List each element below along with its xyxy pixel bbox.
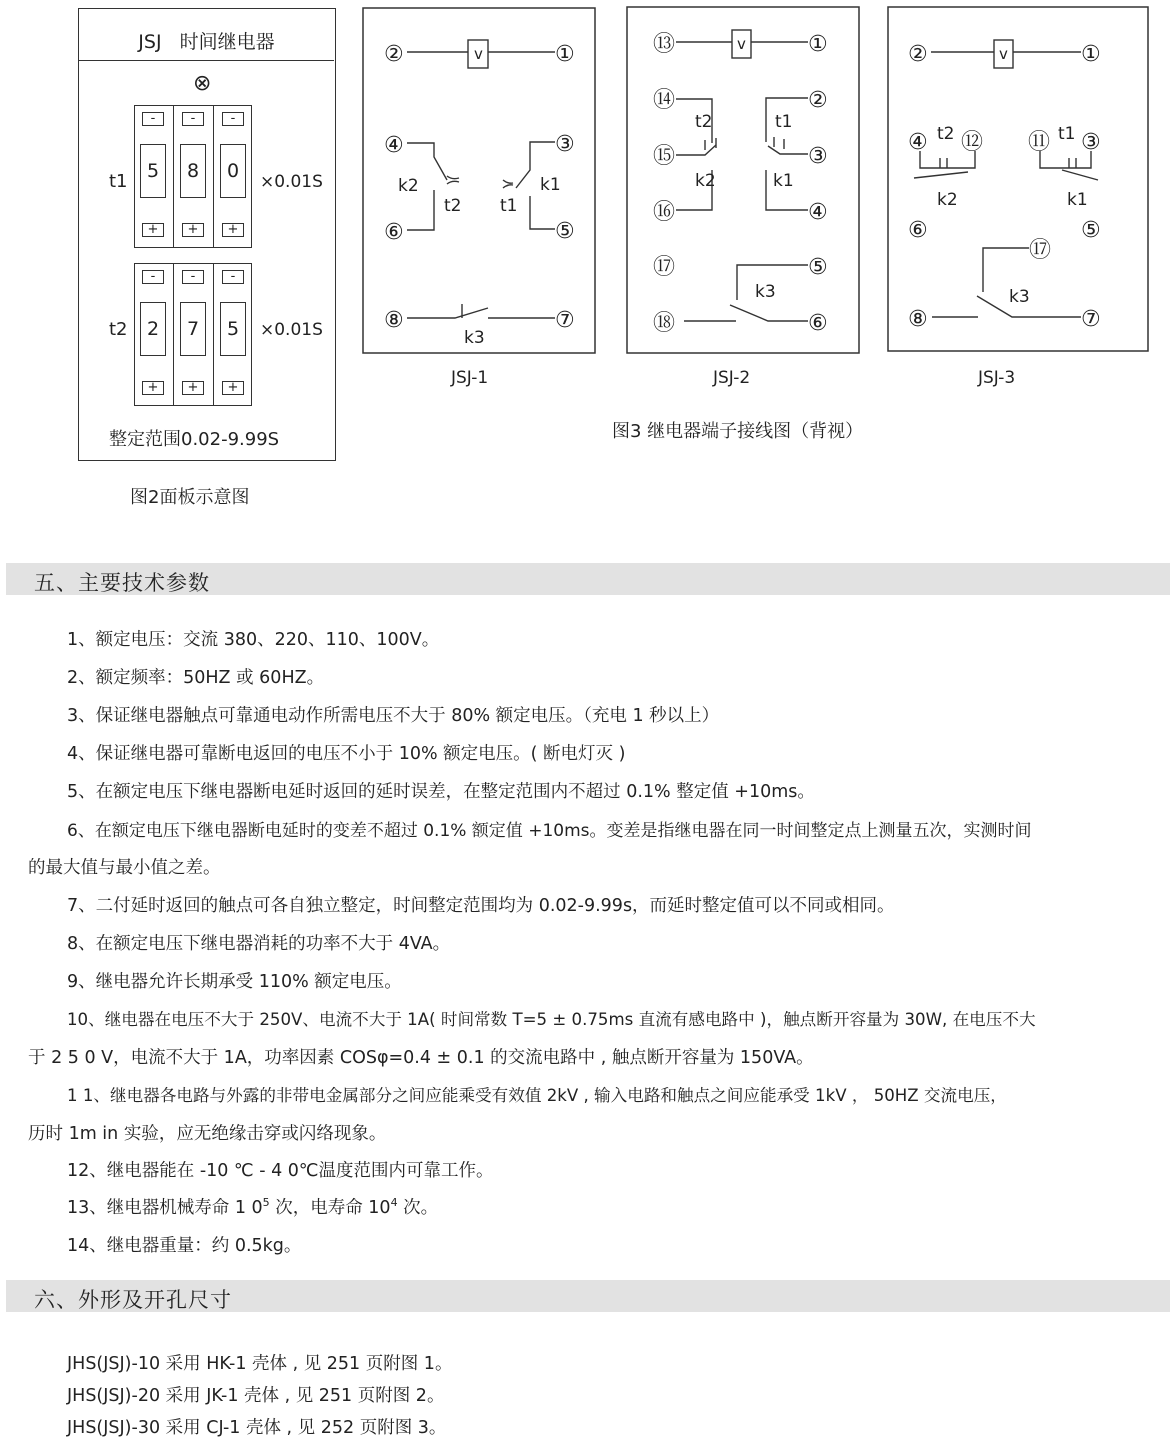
param-3: 3、保证继电器触点可靠通电动作所需电压不大于 80% 额定电压。（充电 1 秒以上） (67, 706, 720, 726)
wiring-diagrams (0, 0, 1173, 400)
t2-plus-button-2[interactable]: + (182, 381, 204, 395)
t1-unit: ×0.01S (260, 172, 323, 192)
jsj3-k2: k2 (937, 190, 958, 210)
jsj3-t7: ⑦ (1081, 307, 1101, 332)
jsj2-t2: ② (808, 88, 828, 113)
jsj3-caption: JSJ-3 (978, 368, 1016, 388)
jsj3-t4: ④ (908, 130, 928, 155)
jsj3-t1-label: t1 (1058, 124, 1076, 144)
t1-minus-button-2[interactable]: - (182, 112, 204, 126)
param-12: 12、继电器能在 -10 ℃ - 4 0℃温度范围内可靠工作。 (67, 1161, 494, 1181)
jsj2-t2-label: t2 (695, 112, 713, 132)
t2-plus-button-3[interactable]: + (222, 381, 244, 395)
jsj3-t2: ② (908, 42, 928, 67)
section6-title: 六、外形及开孔尺寸 (34, 1288, 232, 1312)
param-13: 13、继电器机械寿命 1 $0^5$ 次，电寿命 $10^4$ 次。 (67, 1196, 439, 1218)
t1-plus-button-2[interactable]: + (182, 223, 204, 237)
jsj3-t8: ⑧ (908, 307, 928, 332)
indicator-lamp-icon: ⊗ (193, 71, 212, 96)
jsj2-t14: ⑭ (653, 88, 676, 113)
jsj2-t17: ⑰ (653, 255, 676, 280)
param-9: 9、继电器允许长期承受 110% 额定电压。 (67, 972, 402, 992)
t1-digit-2: 8 (180, 144, 206, 198)
section5-header (6, 563, 1170, 595)
param-14: 14、继电器重量：约 0.5kg。 (67, 1236, 302, 1256)
jsj2-coil: v (737, 35, 746, 53)
panel-caption: 图2面板示意图 (130, 487, 250, 508)
jsj1-t6: ⑥ (384, 220, 404, 245)
t1-minus-button-3[interactable]: - (222, 112, 244, 126)
param-10-cont: 于 2 5 0 V，电流不大于 1A，功率因素 COSφ=0.4 ± 0.1 的交流电路中 , 触点断开容量为 150VA。 (28, 1048, 814, 1068)
t1-plus-button-3[interactable]: + (222, 223, 244, 237)
jsj2-k1: k1 (773, 171, 794, 191)
t2-unit: ×0.01S (260, 320, 323, 340)
jsj1-t4: ④ (384, 133, 404, 158)
jsj1-k3: k3 (464, 328, 485, 348)
jsj3-t12: ⑫ (961, 130, 984, 155)
t1-minus-button-1[interactable]: - (142, 112, 164, 126)
jsj3-k1: k1 (1067, 190, 1088, 210)
param-5: 5、在额定电压下继电器断电延时返回的延时误差，在整定范围内不超过 0.1% 整定值 +10ms。 (67, 782, 815, 802)
jsj3-t3: ③ (1081, 130, 1101, 155)
housing-1: JHS(JSJ)-10 采用 HK-1 壳体 , 见 251 页附图 1。 (67, 1354, 453, 1374)
t2-digit-1: 2 (140, 302, 166, 356)
t1-label: t1 (109, 171, 128, 192)
jsj3-k3: k3 (1009, 287, 1030, 307)
t2-minus-button-3[interactable]: - (222, 270, 244, 284)
wiring-caption: 图3 继电器端子接线图（背视） (612, 421, 864, 442)
jsj3-t11: ⑪ (1028, 130, 1051, 155)
jsj2-t1: ① (808, 32, 828, 57)
jsj3-coil: v (999, 45, 1008, 63)
jsj1-t1-label: t1 (500, 196, 518, 216)
section5-title: 五、主要技术参数 (34, 571, 210, 595)
jsj3-t5: ⑤ (1081, 218, 1101, 243)
t2-plus-button-1[interactable]: + (142, 381, 164, 395)
t1-digit-1: 5 (140, 144, 166, 198)
param-4: 4、保证继电器可靠断电返回的电压不小于 10% 额定电压。( 断电灯灭 ) (67, 744, 626, 764)
jsj2-t15: ⑮ (653, 144, 676, 169)
jsj2-t18: ⑱ (653, 311, 676, 336)
t1-plus-button-1[interactable]: + (142, 223, 164, 237)
t2-minus-button-1[interactable]: - (142, 270, 164, 284)
jsj3-diagram (914, 40, 1098, 317)
panel-title: JSJ 时间继电器 (138, 31, 275, 53)
jsj1-t5: ⑤ (555, 219, 575, 244)
param-10: 10、继电器在电压不大于 250V、电流不大于 1A( 时间常数 T=5 ± 0.75ms 直流有感电路中 )，触点断开容量为 30W, 在电压不大 (67, 1010, 1036, 1029)
jsj1-caption: JSJ-1 (451, 368, 489, 388)
jsj2-k2: k2 (695, 171, 716, 191)
jsj2-t5: ⑤ (808, 255, 828, 280)
jsj2-t6: ⑥ (808, 311, 828, 336)
jsj1-t2: ② (384, 42, 404, 67)
jsj2-t4: ④ (808, 200, 828, 225)
param-6: 6、在额定电压下继电器断电延时的变差不超过 0.1% 额定值 +10ms。变差是指继电器在同一时间整定点上测量五次，实测时间 (67, 821, 1032, 841)
param-2: 2、额定频率：50HZ 或 60HZ。 (67, 668, 325, 688)
param-6-cont: 的最大值与最小值之差。 (28, 858, 221, 878)
param-11-cont: 历时 1m in 实验，应无绝缘击穿或闪络现象。 (28, 1124, 387, 1144)
jsj3-t6: ⑥ (908, 218, 928, 243)
param-1: 1、额定电压：交流 380、220、110、100V。 (67, 630, 440, 650)
param-11: 1 1、继电器各电路与外露的非带电金属部分之间应能乘受有效值 2kV , 输入电路和触点之间应能承受 1kV ， 50HZ 交流电压， (67, 1086, 1007, 1105)
param-7: 7、二付延时返回的触点可各自独立整定，时间整定范围均为 0.02-9.99s，而延时整定值可以不同或相同。 (67, 896, 895, 916)
jsj1-t7: ⑦ (555, 308, 575, 333)
jsj2-t13: ⑬ (653, 32, 676, 57)
jsj3-t17: ⑰ (1029, 238, 1052, 263)
jsj3-t1: ① (1081, 42, 1101, 67)
section6-header (6, 1280, 1170, 1312)
jsj1-t1: ① (555, 42, 575, 67)
t2-minus-button-2[interactable]: - (182, 270, 204, 284)
jsj1-t3: ③ (555, 132, 575, 157)
jsj1-k2: k2 (398, 176, 419, 196)
t2-digit-3: 5 (220, 302, 246, 356)
jsj1-t2-label: t2 (444, 196, 462, 216)
t2-label: t2 (109, 319, 128, 340)
setting-range: 整定范围0.02-9.99S (109, 429, 280, 450)
t1-digit-3: 0 (220, 144, 246, 198)
jsj1-diagram (407, 40, 555, 318)
jsj2-t1-label: t1 (775, 112, 793, 132)
housing-3: JHS(JSJ)-30 采用 CJ-1 壳体 , 见 252 页附图 3。 (67, 1418, 447, 1438)
jsj1-t8: ⑧ (384, 308, 404, 333)
jsj2-k3: k3 (755, 282, 776, 302)
param-8: 8、在额定电压下继电器消耗的功率不大于 4VA。 (67, 934, 451, 954)
housing-2: JHS(JSJ)-20 采用 JK-1 壳体 , 见 251 页附图 2。 (67, 1386, 445, 1406)
jsj1-k1: k1 (540, 175, 561, 195)
jsj2-t16: ⑯ (653, 200, 676, 225)
jsj2-caption: JSJ-2 (713, 368, 751, 388)
jsj3-t2-label: t2 (937, 124, 955, 144)
jsj1-coil: v (474, 45, 483, 63)
t2-digit-2: 7 (180, 302, 206, 356)
jsj2-t3: ③ (808, 144, 828, 169)
